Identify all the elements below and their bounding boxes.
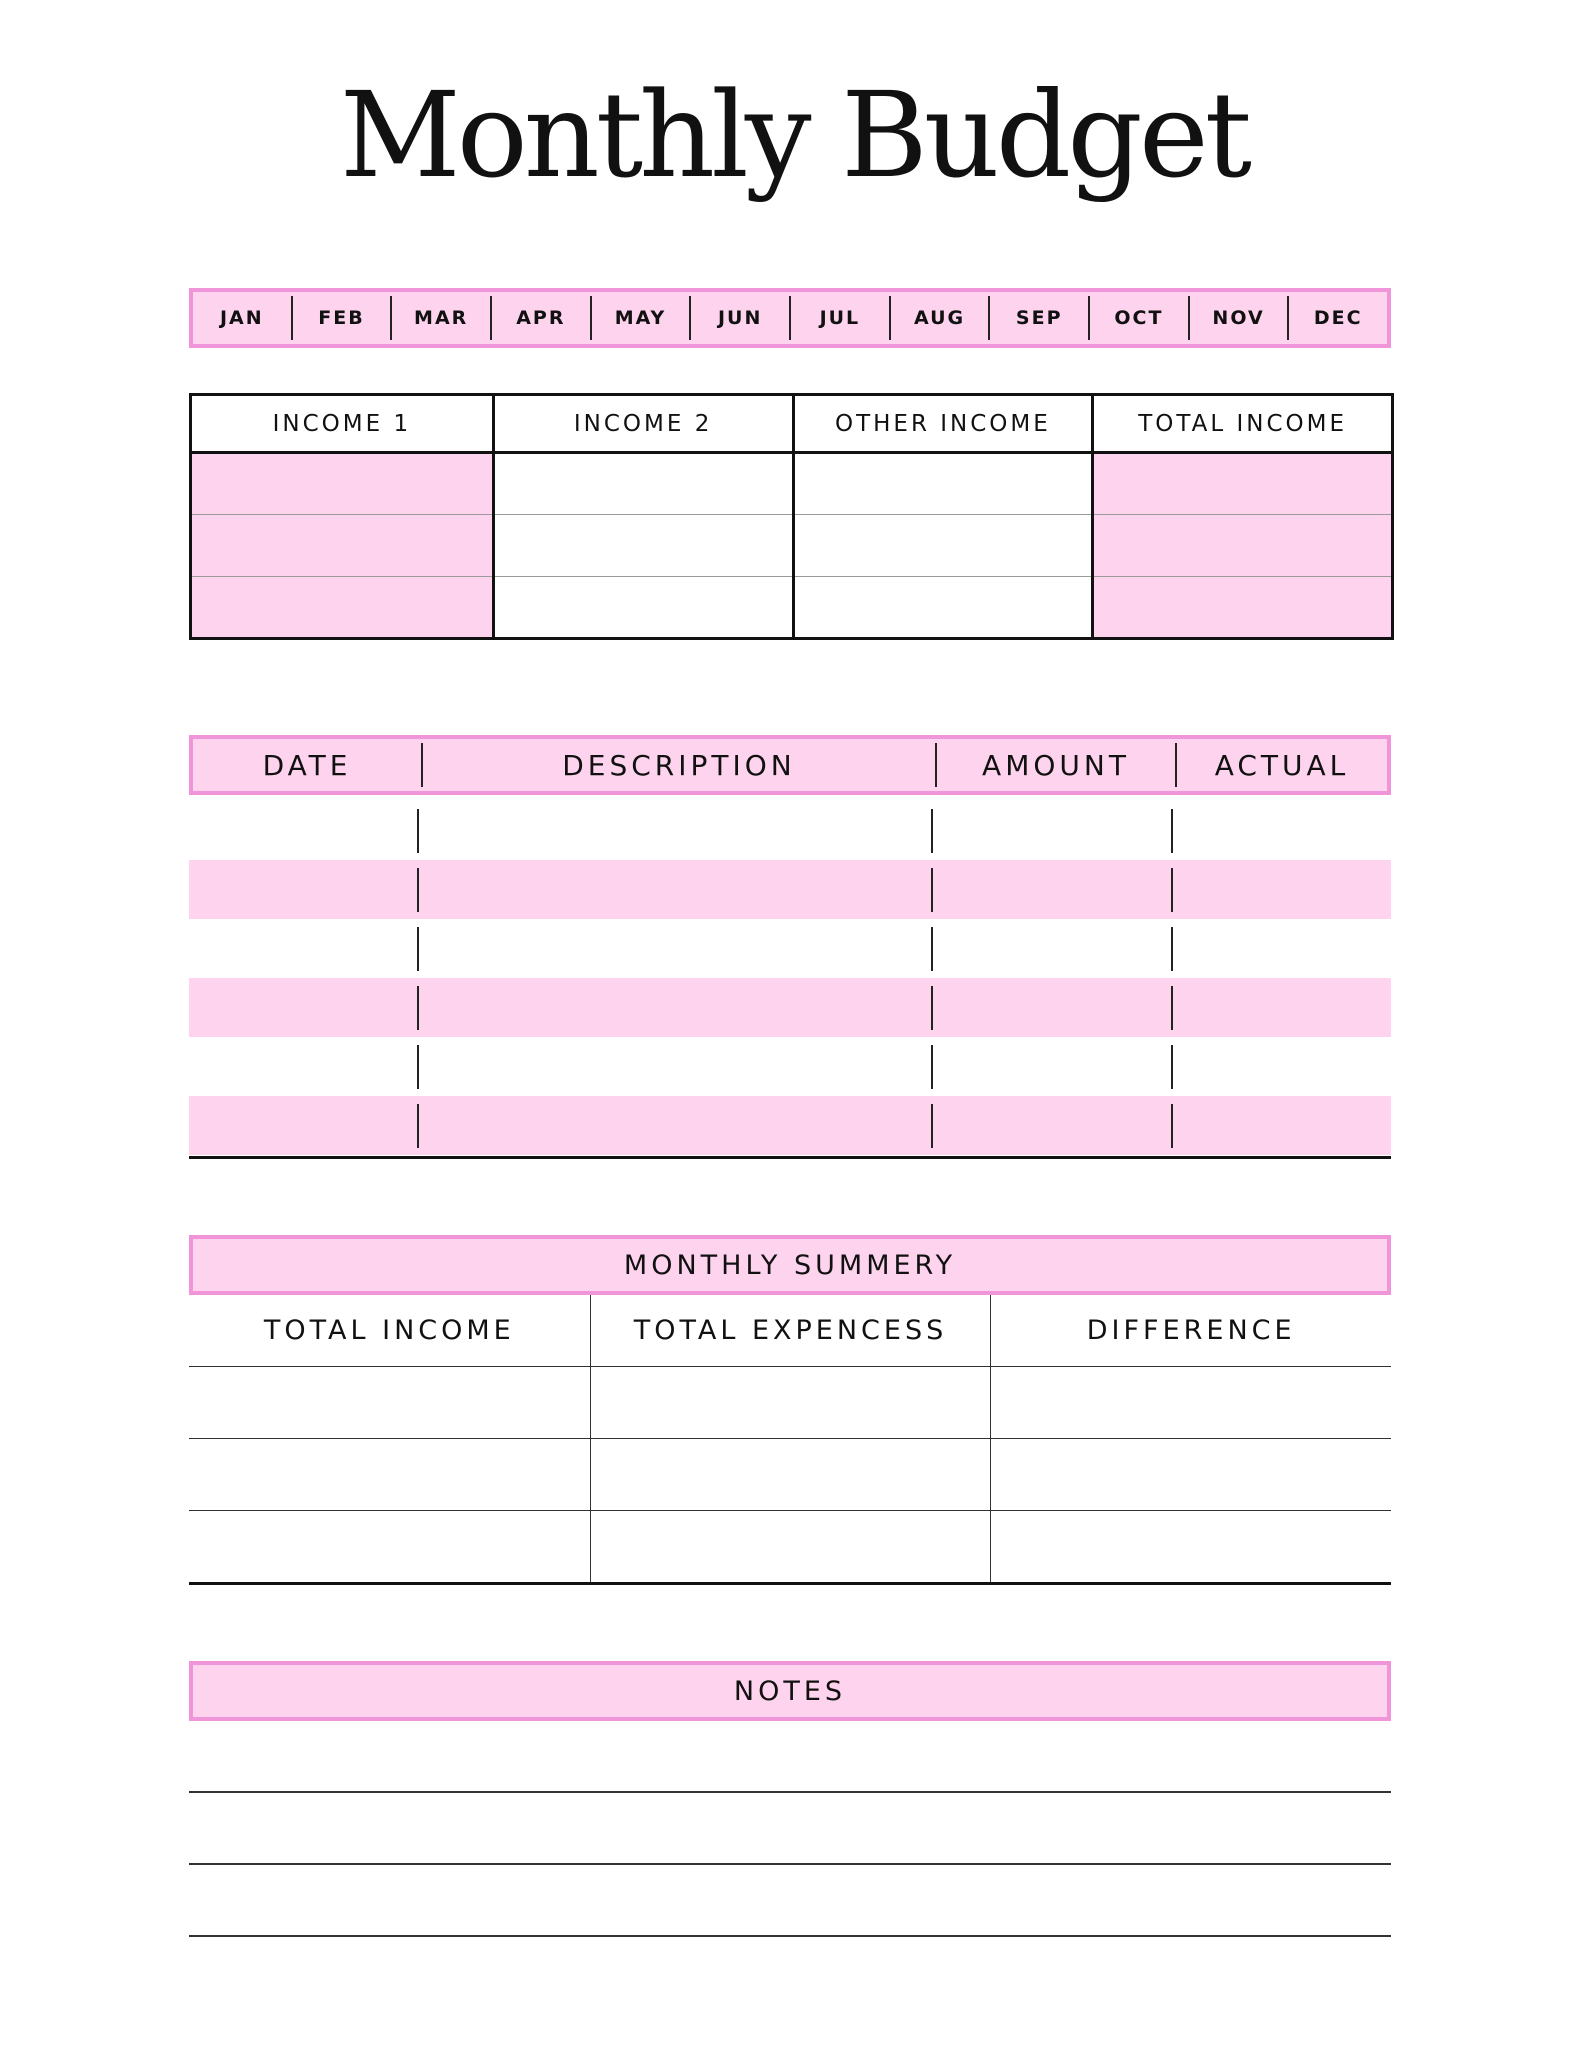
description-cell[interactable] (417, 868, 931, 912)
description-header: DESCRIPTION (421, 743, 935, 787)
actual-cell[interactable] (1171, 1104, 1391, 1148)
month-dec[interactable]: DEC (1287, 296, 1387, 340)
income-2-column (492, 454, 792, 637)
date-cell[interactable] (189, 1104, 417, 1148)
date-cell[interactable] (189, 1045, 417, 1089)
expense-table-bottom-rule (189, 1156, 1391, 1159)
income-2-cell[interactable] (495, 514, 792, 575)
month-apr[interactable]: APR (490, 296, 590, 340)
income-1-cell[interactable] (192, 514, 492, 575)
expense-rows (189, 801, 1391, 1155)
date-header: DATE (262, 748, 352, 782)
note-line[interactable] (189, 1935, 1391, 1937)
table-row (189, 978, 1391, 1037)
total-expenses-cell[interactable] (590, 1439, 991, 1511)
month-feb[interactable]: FEB (291, 296, 391, 340)
date-cell[interactable] (189, 986, 417, 1030)
total-income-cell[interactable] (1094, 454, 1391, 514)
month-may[interactable]: MAY (590, 296, 690, 340)
income-2-cell[interactable] (495, 576, 792, 637)
month-sep[interactable]: SEP (988, 296, 1088, 340)
income-1-column (192, 454, 492, 637)
total-income-cell[interactable] (189, 1511, 590, 1582)
table-row (189, 860, 1391, 919)
actual-cell[interactable] (1171, 868, 1391, 912)
total-income-header: TOTAL INCOME (1091, 396, 1391, 454)
note-line[interactable] (189, 1791, 1391, 1793)
total-expenses-cell[interactable] (590, 1511, 991, 1582)
total-expenses-cell[interactable] (590, 1367, 991, 1439)
date-cell[interactable] (189, 868, 417, 912)
month-jul[interactable]: JUL (789, 296, 889, 340)
difference-cell[interactable] (990, 1511, 1391, 1582)
other-income-column (792, 454, 1092, 637)
month-selector (189, 288, 1391, 348)
total-income-column (1091, 454, 1391, 637)
actual-cell[interactable] (1171, 1045, 1391, 1089)
note-line[interactable] (189, 1863, 1391, 1865)
date-cell[interactable] (189, 927, 417, 971)
amount-cell[interactable] (931, 986, 1171, 1030)
total-income-cell[interactable] (1094, 576, 1391, 637)
month-jun[interactable]: JUN (689, 296, 789, 340)
amount-cell[interactable] (931, 927, 1171, 971)
amount-cell[interactable] (931, 1045, 1171, 1089)
other-income-header: OTHER INCOME (792, 396, 1092, 454)
description-cell[interactable] (417, 1104, 931, 1148)
total-income-cell[interactable] (189, 1367, 590, 1439)
other-income-cell[interactable] (795, 514, 1092, 575)
description-cell[interactable] (417, 1045, 931, 1089)
difference-cell[interactable] (990, 1439, 1391, 1511)
summary-difference-header: DIFFERENCE (990, 1295, 1391, 1367)
summary-total-income-header: TOTAL INCOME (189, 1295, 590, 1367)
other-income-cell[interactable] (795, 576, 1092, 637)
page-title: Monthly Budget (339, 66, 1249, 204)
actual-cell[interactable] (1171, 809, 1391, 853)
other-income-cell[interactable] (795, 454, 1092, 514)
expense-table-header (189, 735, 1391, 795)
description-cell[interactable] (417, 986, 931, 1030)
month-aug[interactable]: AUG (889, 296, 989, 340)
amount-cell[interactable] (931, 1104, 1171, 1148)
table-row (189, 1096, 1391, 1155)
date-cell[interactable] (189, 809, 417, 853)
summary-title: MONTHLY SUMMERY (189, 1235, 1391, 1295)
description-cell[interactable] (417, 809, 931, 853)
month-jan[interactable]: JAN (219, 307, 264, 329)
income-2-cell[interactable] (495, 454, 792, 514)
total-income-cell[interactable] (189, 1439, 590, 1511)
actual-cell[interactable] (1171, 986, 1391, 1030)
actual-header: ACTUAL (1175, 743, 1387, 787)
income-1-cell[interactable] (192, 454, 492, 514)
month-nov[interactable]: NOV (1188, 296, 1288, 340)
total-income-cell[interactable] (1094, 514, 1391, 575)
table-row (189, 919, 1391, 978)
notes-title: NOTES (189, 1661, 1391, 1721)
amount-cell[interactable] (931, 868, 1171, 912)
income-table (189, 393, 1394, 640)
amount-cell[interactable] (931, 809, 1171, 853)
amount-header: AMOUNT (935, 743, 1175, 787)
summary-total-expenses-header: TOTAL EXPENCESS (590, 1295, 991, 1367)
table-row (189, 1037, 1391, 1096)
month-oct[interactable]: OCT (1088, 296, 1188, 340)
income-2-header: INCOME 2 (492, 396, 792, 454)
description-cell[interactable] (417, 927, 931, 971)
income-1-header: INCOME 1 (192, 396, 492, 454)
summary-table (189, 1295, 1391, 1585)
difference-cell[interactable] (990, 1367, 1391, 1439)
month-mar[interactable]: MAR (390, 296, 490, 340)
income-1-cell[interactable] (192, 576, 492, 637)
table-row (189, 801, 1391, 860)
actual-cell[interactable] (1171, 927, 1391, 971)
